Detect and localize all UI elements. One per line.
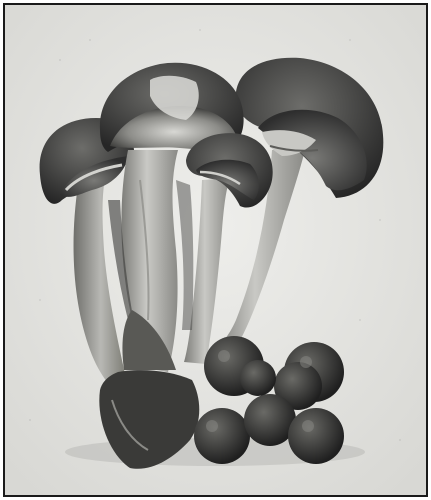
tuber [194, 408, 250, 464]
tuber [240, 360, 276, 396]
tuber [288, 408, 344, 464]
